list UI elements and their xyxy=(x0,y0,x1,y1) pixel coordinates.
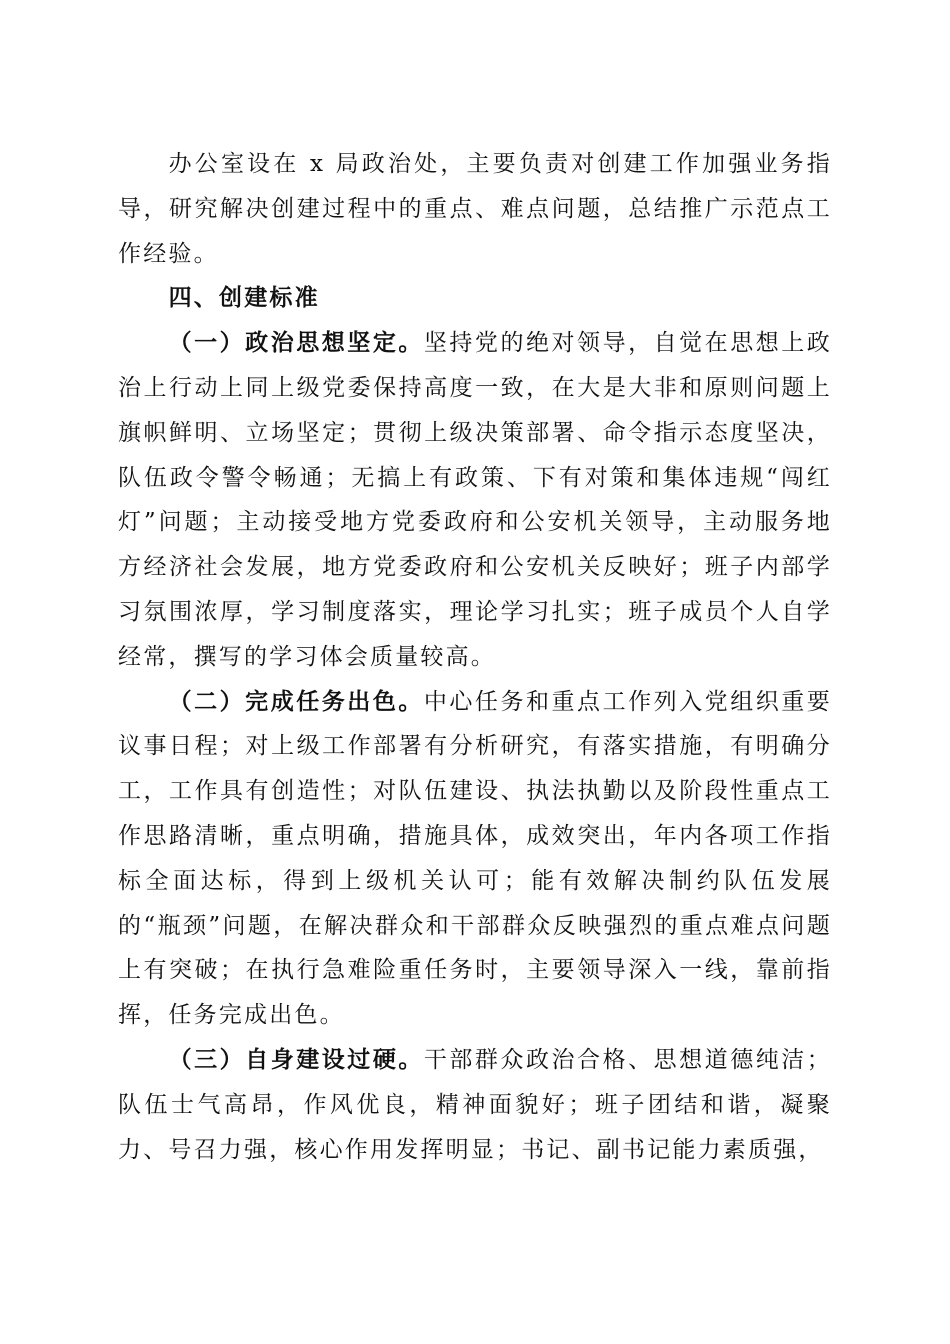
section-body-political: 坚持党的绝对领导，自觉在思想上政治上行动上同上级党委保持高度一致，在大是大非和原则问题上旗帜鲜明、立场坚定；贯彻上级决策部署、命令指示态度坚决，队伍政令警令畅通；无搞上有政策、下有对策和集体违规“闯红灯”问题；主动接受地方党委政府和公安机关领导，主动服务地方经济社会发展，地方党委政府和公安机关反映好；班子内部学习氛围浓厚，学习制度落实，理论学习扎实；班子成员个人自学经常，撰写的学习体会质量较高。 xyxy=(118,330,832,670)
paragraph-political xyxy=(118,321,832,679)
paragraph-office: 办公室设在 x 局政治处，主要负责对创建工作加强业务指导，研究解决创建过程中的重点、难点问题，总结推广示范点工作经验。 xyxy=(118,151,832,267)
section-lead-tasks: （二）完成任务出色。 xyxy=(168,688,424,715)
section-heading-standards: 四、创建标准 xyxy=(168,285,320,312)
paragraph-tasks xyxy=(118,680,832,1038)
section-lead-political: （一）政治思想坚定。 xyxy=(168,330,424,357)
section-body-tasks: 中心任务和重点工作列入党组织重要议事日程；对上级工作部署有分析研究，有落实措施，有明确分工，工作具有创造性；对队伍建设、执法执勤以及阶段性重点工作思路清晰，重点明确，措施具体，成效突出，年内各项工作指标全面达标，得到上级机关认可；能有效解决制约队伍发展的“瓶颈”问题，在解决群众和干部群众反映强烈的重点难点问题上有突破；在执行急难险重任务时，主要领导深入一线，靠前指挥，任务完成出色。 xyxy=(118,688,832,1029)
document-body xyxy=(118,142,832,1172)
paragraph-self-building xyxy=(118,1038,832,1172)
section-body-self-building: 干部群众政治合格、思想道德纯洁；队伍士气高昂，作风优良，精神面貌好；班子团结和谐，凝聚力、号召力强，核心作用发挥明显；书记、副书记能力素质强， xyxy=(118,1046,832,1163)
section-lead-self-building: （三）自身建设过硬。 xyxy=(168,1046,424,1073)
